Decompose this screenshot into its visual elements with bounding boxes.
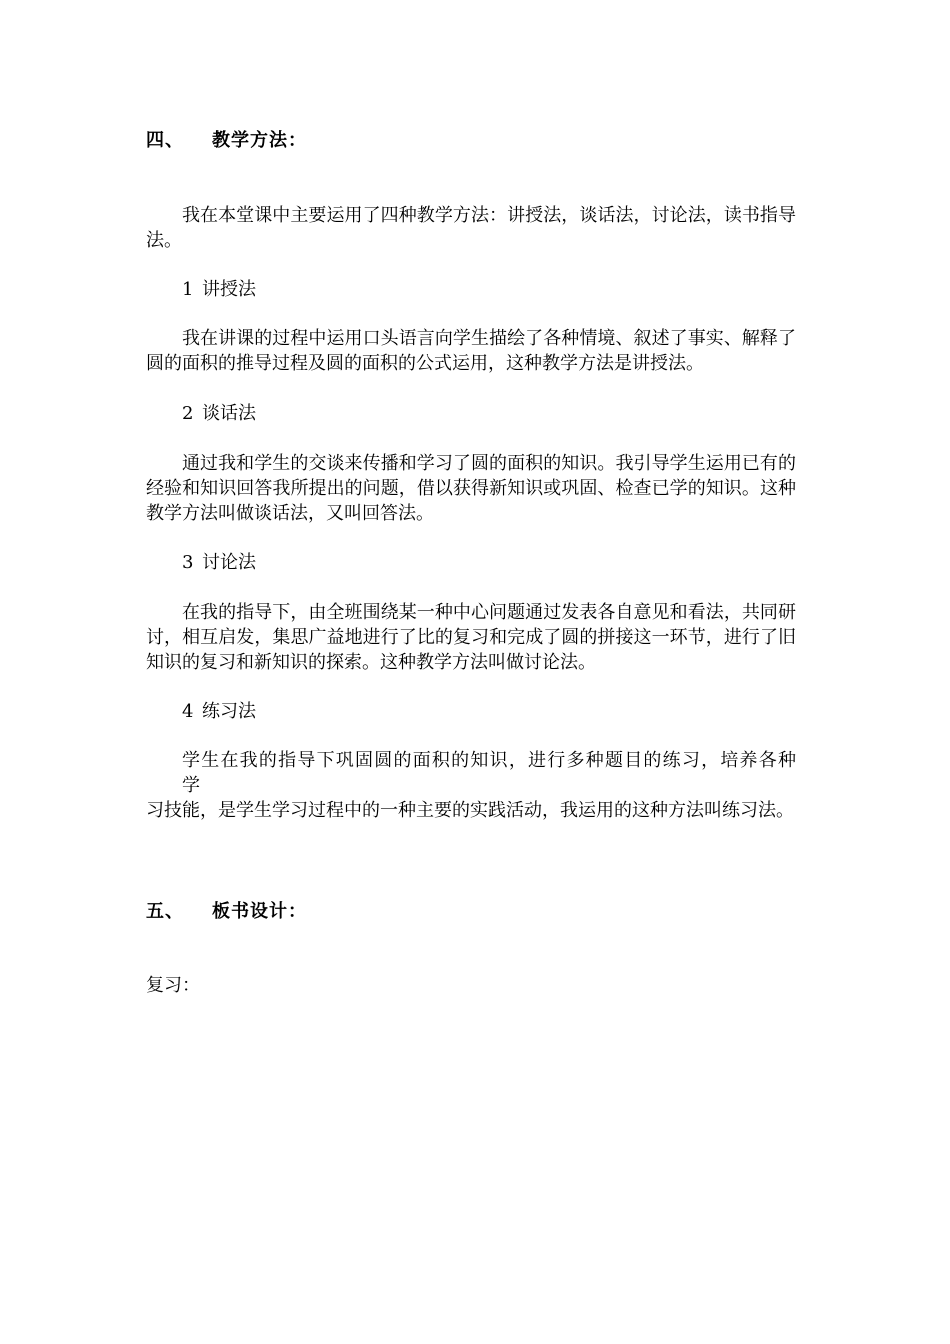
paragraph-line: 学 <box>182 775 200 796</box>
method-heading-2 <box>146 401 832 426</box>
paragraph-line: 学生在我的指导下巩固圆的面积的知识，进行多种题目的练习，培养各种 <box>182 750 796 771</box>
section-title: 教学方法： <box>212 130 307 151</box>
method-heading-3 <box>146 550 832 575</box>
method-number: 2 <box>182 403 194 424</box>
section-heading-5 <box>146 899 796 924</box>
method-paragraph-1: 我在讲课的过程中运用口头语言向学生描绘了各种情境、叙述了事实、解释了圆的面积的推导过程及圆的面积的公式运用，这种教学方法是讲授法。 <box>146 328 796 374</box>
paragraph-line: 习技能，是学生学习过程中的一种主要的实践活动，我运用的这种方法叫练习法。 <box>146 800 794 821</box>
method-heading-1 <box>146 277 832 302</box>
method-number: 1 <box>182 279 194 300</box>
section-number: 四、 <box>146 130 184 151</box>
method-name: 谈话法 <box>202 403 256 424</box>
section-title: 板书设计： <box>212 901 307 922</box>
method-number: 3 <box>182 552 194 573</box>
method-name: 讨论法 <box>202 552 256 573</box>
intro-paragraph: 我在本堂课中主要运用了四种教学方法：讲授法，谈话法，讨论法，读书指导法。 <box>146 205 796 251</box>
method-paragraph-3: 在我的指导下，由全班围绕某一种中心问题通过发表各自意见和看法，共同研讨，相互启发，集思广益地进行了比的复习和完成了圆的拼接这一环节，进行了旧知识的复习和新知识的探索。这种教学方法叫做讨论法。 <box>146 602 796 673</box>
method-heading-4 <box>146 699 832 724</box>
section-heading-4 <box>146 128 796 153</box>
method-number: 4 <box>182 701 194 722</box>
method-paragraph-4 <box>146 748 796 823</box>
method-paragraph-2: 通过我和学生的交谈来传播和学习了圆的面积的知识。我引导学生运用已有的经验和知识回答我所提出的问题，借以获得新知识或巩固、检查已学的知识。这种教学方法叫做谈话法，又叫回答法。 <box>146 453 796 524</box>
review-label: 复习： <box>146 975 200 996</box>
method-name: 讲授法 <box>202 279 256 300</box>
section-number: 五、 <box>146 901 184 922</box>
method-name: 练习法 <box>202 701 256 722</box>
